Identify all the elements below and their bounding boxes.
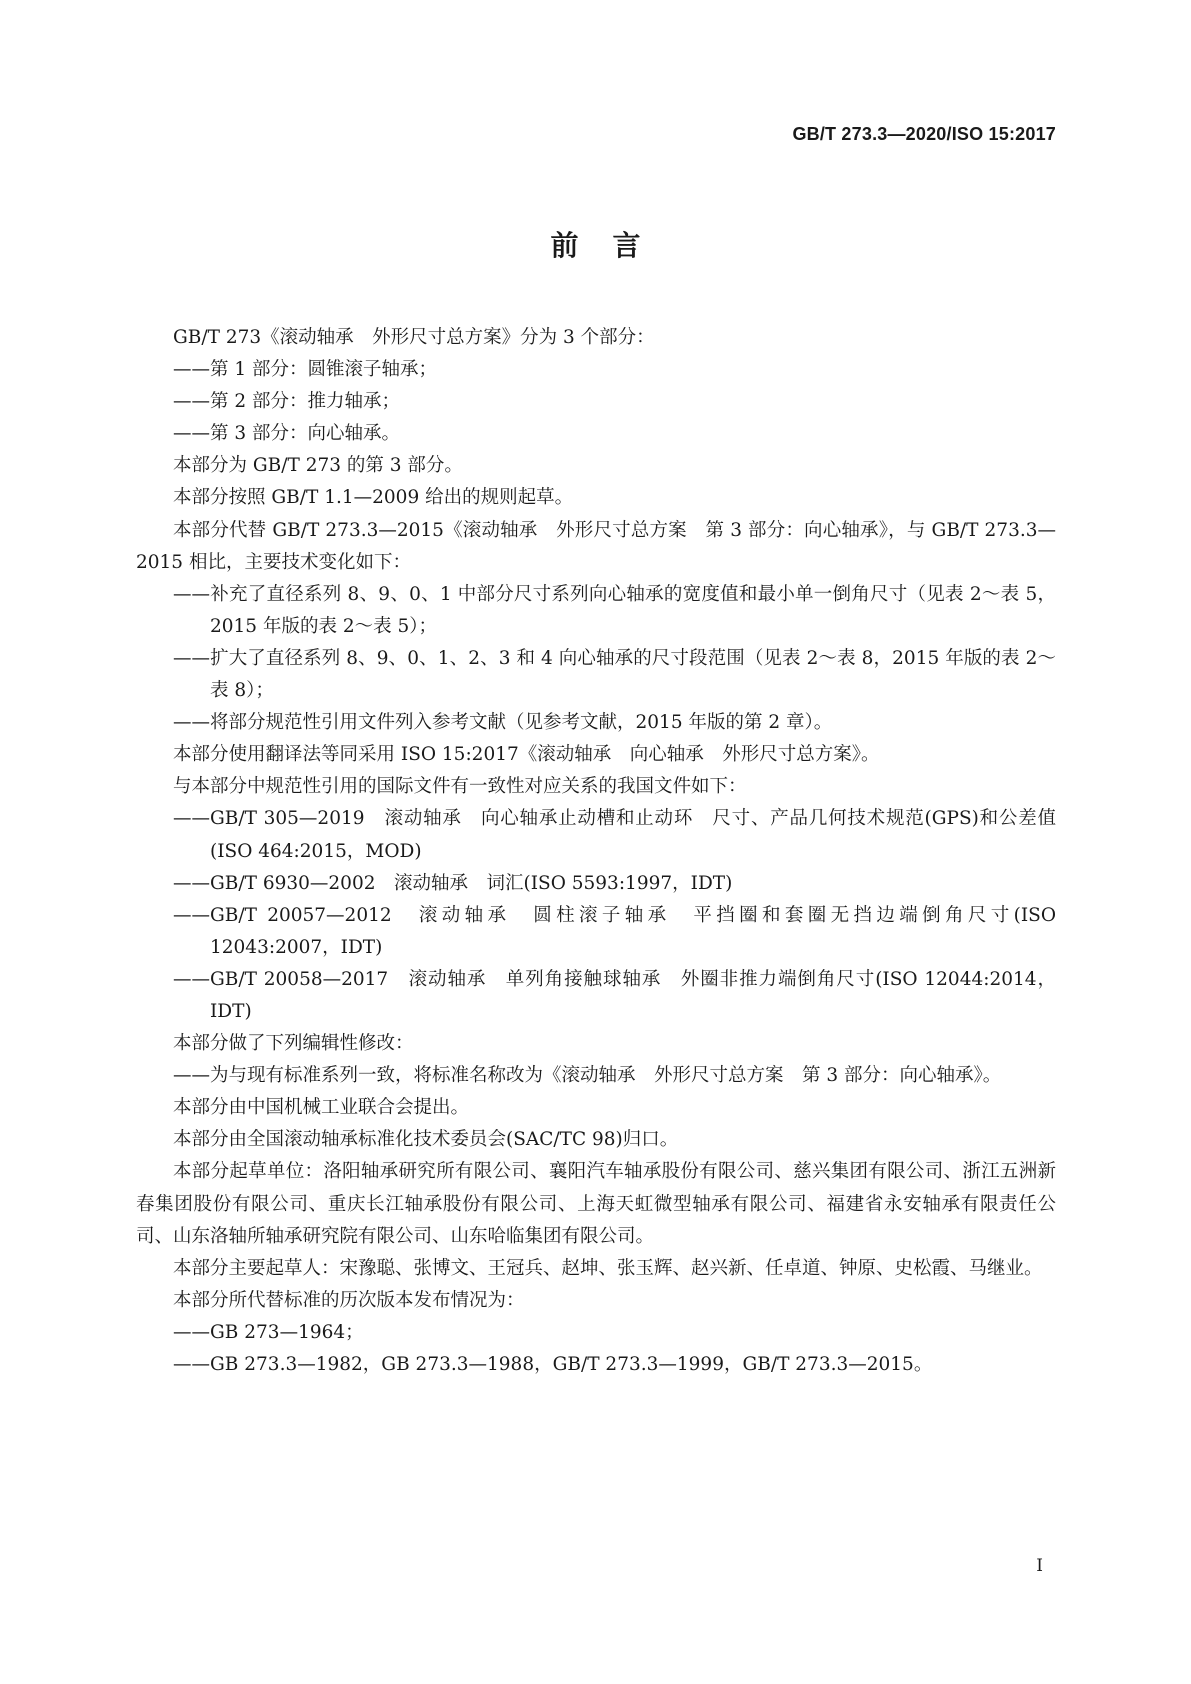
document-body — [136, 322, 1056, 1381]
list-item: ——GB 273—1964； — [173, 1321, 364, 1343]
list-item: ——补充了直径系列 8、9、0、1 中部分尺寸系列向心轴承的宽度值和最小单一倒角尺寸（见表 2～表 5，2015 年版的表 2～表 5）； — [173, 583, 1056, 637]
paragraph: 本部分按照 GB/T 1.1—2009 给出的规则起草。 — [173, 487, 574, 509]
list-item: ——第 3 部分：向心轴承。 — [173, 423, 401, 445]
paragraph: 本部分主要起草人：宋豫聪、张博文、王冠兵、赵坤、张玉辉、赵兴新、任卓道、钟原、史松霞、马继业。 — [173, 1257, 1043, 1279]
list-item: ——GB 273.3—1982，GB 273.3—1988，GB/T 273.3—1999，GB/T 273.3—2015。 — [173, 1354, 933, 1375]
paragraph: 本部分由全国滚动轴承标准化技术委员会(SAC/TC 98)归口。 — [173, 1129, 679, 1151]
paragraph: 本部分由中国机械工业联合会提出。 — [173, 1097, 470, 1119]
paragraph: 本部分起草单位：洛阳轴承研究所有限公司、襄阳汽车轴承股份有限公司、慈兴集团有限公司、浙江五洲新春集团股份有限公司、重庆长江轴承股份有限公司、上海天虹微型轴承有限公司、福建省永安轴承有限责任公司、山东洛轴所轴承研究院有限公司、山东哈临集团有限公司。 — [136, 1161, 1056, 1247]
paragraph: 本部分做了下列编辑性修改： — [173, 1033, 414, 1055]
paragraph: 与本部分中规范性引用的国际文件有一致性对应关系的我国文件如下： — [173, 776, 747, 798]
list-item: ——将部分规范性引用文件列入参考文献（见参考文献，2015 年版的第 2 章）。 — [173, 712, 833, 734]
list-item: ——第 1 部分：圆锥滚子轴承； — [173, 359, 438, 381]
list-item: ——GB/T 305—2019 滚动轴承 向心轴承止动槽和止动环 尺寸、产品几何技术规范(GPS)和公差值(ISO 464:2015，MOD) — [173, 808, 1056, 862]
list-item: ——GB/T 20058—2017 滚动轴承 单列角接触球轴承 外圈非推力端倒角尺寸(ISO 12044:2014，IDT) — [173, 968, 1056, 1022]
paragraph: 本部分为 GB/T 273 的第 3 部分。 — [173, 455, 463, 477]
paragraph: 本部分代替 GB/T 273.3—2015《滚动轴承 外形尺寸总方案 第 3 部分：向心轴承》，与 GB/T 273.3—2015 相比，主要技术变化如下： — [136, 519, 1056, 573]
page-number: I — [1036, 1556, 1043, 1576]
list-item: ——扩大了直径系列 8、9、0、1、2、3 和 4 向心轴承的尺寸段范围（见表 2～表 8，2015 年版的表 2～表 8）； — [173, 647, 1056, 702]
list-item: ——GB/T 6930—2002 滚动轴承 词汇(ISO 5593:1997，IDT) — [173, 872, 733, 894]
standard-header: GB/T 273.3—2020/ISO 15:2017 — [792, 124, 1056, 144]
paragraph: GB/T 273《滚动轴承 外形尺寸总方案》分为 3 个部分： — [173, 327, 655, 348]
list-item: ——GB/T 20057—2012 滚动轴承 圆柱滚子轴承 平挡圈和套圈无挡边端倒角尺寸(ISO 12043:2007，IDT) — [173, 904, 1056, 958]
page-title: 前言 — [550, 229, 675, 262]
paragraph: 本部分使用翻译法等同采用 ISO 15:2017《滚动轴承 向心轴承 外形尺寸总方案》。 — [173, 744, 880, 766]
paragraph: 本部分所代替标准的历次版本发布情况为： — [173, 1289, 525, 1311]
list-item: ——第 2 部分：推力轴承； — [173, 391, 401, 413]
list-item: ——为与现有标准系列一致，将标准名称改为《滚动轴承 外形尺寸总方案 第 3 部分：向心轴承》。 — [173, 1065, 1002, 1087]
